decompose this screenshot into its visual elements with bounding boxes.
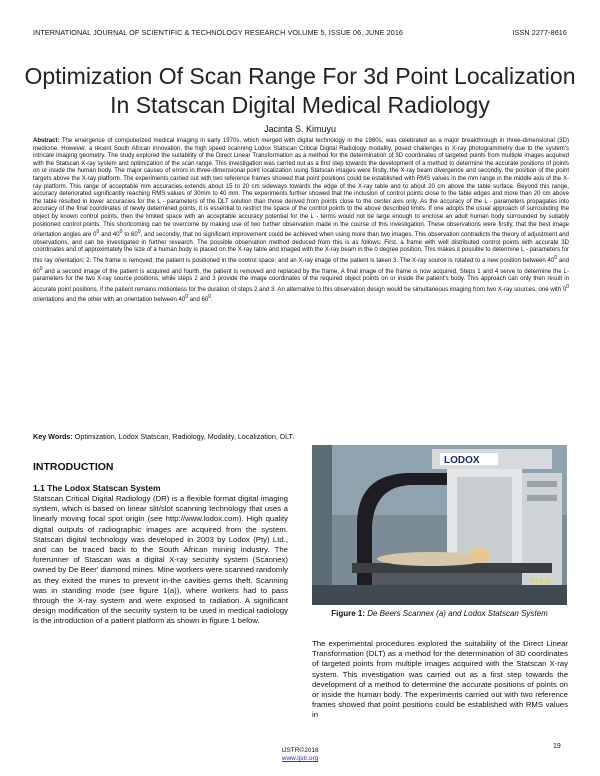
figure-caption	[312, 609, 567, 619]
degree-sup: 0	[554, 254, 558, 261]
degree-sup: 0	[208, 294, 212, 301]
degree-sup: 0	[119, 229, 123, 236]
intro-paragraph: Statscan Critical Digital Radiology (DR) is a flexible format digital imaging system, which is based on linear slit/slot scanning technology that uses a linearly moving focal spot origin (see http://www.lodox.com). High quality digital outputs of radiographic images are acquired from the system. Statscan digital technology was developed in 2003 by Lodox (Pty) Ltd., and can be traced back to the South African mining industry. The forerunner of Stascan was a digital X-ray security system (Scannex) owned by De Beer' diamond mines. Mine workers were scanned randomly as they exited the mines to prevent in-the cavities gems theft. Scanning was in standing mode (see figure 1(a)), where workers had to pass through the X-ray system and were exposed to radiation. A significant design modification of the security system to be used in medical radiology is the introduction of a patient platform as shown in figure 1 below.	[33, 494, 288, 626]
section-heading: INTRODUCTION	[33, 461, 114, 473]
abstract-text: and 60	[188, 297, 209, 304]
footer-link[interactable]: www.ijstr.org	[281, 755, 319, 762]
abstract-label: Abstract:	[33, 138, 60, 144]
body-paragraph: The experimental procedures explored the suitability of the Direct Linear Transformation (DLT) as a method for the determination of 3D coordinates of targeted points from multiple images acquired with the Statscan X-ray system. This investigation was carried out as a first step towards the development of a method to determine the accurate positions of points on or inside the human body. The experiments carried out with two reference frames showed that point positions could be established with RMS values in	[312, 639, 568, 720]
author-name: Jacinta S. Kimuyu	[263, 124, 337, 134]
degree-sup: 0	[137, 229, 141, 236]
paper-title: Optimization Of Scan Range For 3d Point Localization In Statscan Digital Medical Radiology	[24, 63, 576, 118]
degree-sup: 0	[566, 283, 569, 290]
keywords-text: Optimization, Lodox Statscan, Radiology, Modality, Localization, DLT.	[72, 432, 295, 441]
caption-text: De Beers Scannex (a) and Lodox Statscan System	[365, 609, 548, 618]
caption-label: Figure 1:	[331, 609, 365, 618]
subsection-heading: 1.1 The Lodox Statscan System	[33, 483, 161, 493]
abstract-text: .	[211, 297, 213, 304]
lodox-brand: LODOX	[444, 455, 480, 466]
degree-sup: 0	[185, 294, 189, 301]
abstract-text: and a second image of the patient is acquired and fourth, the patient is removed and replaced by the frame. A final image of the frame is now acquired. Steps 1 and 4 serve to determine the L-parameters for the two X-ray source positions, while steps 2 and 3 provide the image coordinates of the required object points on or inside the patient's body. This approach can only then result in accurate point positions, if the patient remains motionless for the duration of steps 2 and 3. An alternative to this observation design would be simultaneous imaging from two X-ray sources, one with 0	[33, 268, 569, 293]
journal-header: INTERNATIONAL JOURNAL OF SCIENTIFIC & TECHNOLOGY RESEARCH VOLUME 5, ISSUE 06, JUNE 2016	[33, 28, 404, 37]
keywords	[33, 432, 569, 441]
footer-org: IJSTR©2016	[281, 747, 319, 754]
issn: ISSN 2277-8616	[512, 28, 567, 37]
abstract-text: The emergence of computerized medical imaging in early 1970s, which merged with digital technology in the 1980s, was celebrated as a major breakthrough in three-dimensional (3D) medicine. However, a recent South African innovation, the high speed scanning Lodox Statscan Critical Digital Radiology modality, posed challenges in X-ray photogrammetry due to the system's intricate imaging geometry. The study explored the suitability of the Direct Linear Transformation as a method for the determination of 3D coordinates of targeted points from multiple images acquired with the Statscan X-ray system and optimization of the scan range. This investigation was carried out as a first step towards the development of a method to determine the accurate positions of points on or inside the human body. The major causes of errors in three-dimensional point localization using Statscan images were firstly, the X-ray beam divergence and secondly, the position of the point targets above the X-ray platform. The experiments carried out with two reference frames showed that point positions could be established with RMS values in the mm range in the middle axis of the X-ray platform. This range of acceptable mm accuracies extends about 15 to 20 cm sideways towards the edge of the X-ray table and to about 20 cm above the table surface. Beyond this range, accuracy deteriorated significantly reaching RMS values of 30mm to 40 mm. The experiments further showed that the inclusion of control points close to the table edges and more than 20 cm above the table resulted in lower accuracies for the L - parameters of the DLT solution than those derived from points close to the center axis only. As the accuracy of the L - parameters propagates into accuracy of the final coordinates of newly determined points, it is essential to restrict the space of the control points to the above described limits. If one adopts the usual approach of surrounding the object by known control points, then the limited space with an acceptable accuracy potential for the L - terms would not be large enough to enclose an adult human body surrounded by suitably positioned control points. This shortcoming can be overcome by making use of two further observation made in the course of this investigation. These observations were firstly, that the best image orientation angles are 0	[33, 138, 569, 239]
figure-photo	[312, 445, 567, 605]
abstract-text: orientations and the other with an orientation between 40	[33, 297, 186, 304]
keywords-label: Key Words:	[33, 432, 73, 441]
page-number: 19	[553, 743, 561, 750]
degree-sup: 0	[39, 265, 43, 272]
abstract-text: to 60	[122, 232, 138, 239]
abstract-text: , and secondly, that no significant improvement could be achieved when using more than two images. This observation contradicts the theory of adjustment and observations, and can be investigated in further research. The possible observation method deduced from this is as follows: First, a frame with well distributed control points with accurate 3D coordinates and of approximately the size of a human body is placed on the X-ray table and imaged with the X-ray beam in the 0 degree position. This makes it possible to determine L - parameters for this ray orientation; 2. The frame is removed; the patient is positioned in the control space; and an X-ray image of the patient is taken 3. The X-ray source is rotated to a new position between 40	[33, 232, 569, 264]
abstract	[33, 138, 569, 305]
abstract-text: and 40	[99, 232, 120, 239]
abstract-text: and 60	[33, 257, 570, 275]
date-stamp: '01 3 11	[530, 579, 551, 585]
scanner-photo-illustration	[312, 445, 567, 605]
degree-sup: 0	[96, 229, 100, 236]
